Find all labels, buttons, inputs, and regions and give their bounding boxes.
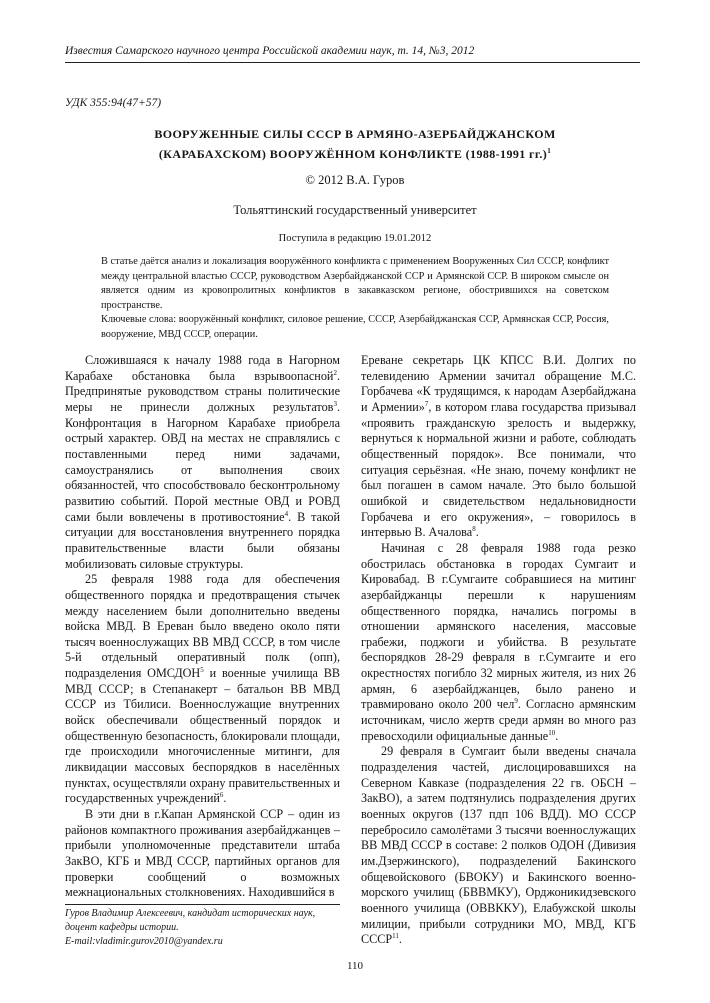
paragraph-text: . <box>475 525 479 540</box>
footnote-ref: 10 <box>548 728 556 737</box>
author-email: E-mail:vladimir.gurov2010@yandex.ru <box>65 935 223 947</box>
journal-header: Известия Самарского научного центра Российской академии наук, т. 14, №3, 2012 <box>65 45 640 63</box>
paragraph: В эти дни в г.Капан Армянской ССР – один из районов компактного проживания азербайджанцев – прибыли уполномоченные представители штаба ЗакВО, КГБ и МВД СССР, партийных органов для проверки сообщений о возможных межнациональных столкновениях. Находившийся в <box>65 807 340 900</box>
paragraph-text: , в котором глава государства призывал «проявить гражданскую зрелость и выдержку, вернуться к нормальной жизни и работе, соблюдать общественный порядок». Все понимали, что ситуация серьёзная. «Не знаю, почему конфликт не был погашен в самом начале. Это было большой ошибкой и свидетельством недальновидности Горбачева и его окружения», – говорилось в интервью В. Ачалова <box>361 399 637 540</box>
footnote-ref: 2 <box>333 368 337 377</box>
keywords: Ключевые слова: вооружённый конфликт, силовое решение, СССР, Азербайджанская ССР, Армянская ССР, Россия, вооружение, МВД СССР, операции. <box>101 314 609 340</box>
paragraph-text: . Конфронтация в Нагорном Карабахе приобрела острый характер. ОВД на местах не справлялись с поставленными перед ними задачами, самоустранялись от выполнения своих обязанностей, что способствовало бесконтрольному развитию событий. Порой местные ОВД и РОВД сами были вовлечены в противостояние <box>65 399 340 524</box>
paragraph <box>65 353 340 572</box>
footnote-ref: 5 <box>200 666 204 675</box>
paragraph-text: Начиная с 28 февраля 1988 года резко обострилась обстановка в городах Сумгаит и Кировабад. В г.Сумгаите собравшиеся на митинг азербайджанцы перешли к нарушениям общественного порядка, начались погромы в отношении армянского населения, массовые грабежи, поджоги и убийства. В результате беспорядков 28-29 февраля в г.Сумгаите и его окрестностях погибло 32 мирных жителя, из них 26 армян, 6 азербайджанцев, было ранено и травмировано около 200 чел <box>361 540 636 712</box>
author-info: Гуров Владимир Алексеевич, кандидат исторических наук, доцент кафедры истории. <box>65 908 316 933</box>
paragraph-text: . Согласно армянским источникам, число жертв среди армян во много раз превосходили официальные данные <box>361 697 636 743</box>
udk-code: УДК 355:94(47+57) <box>65 97 162 109</box>
paragraph <box>361 353 636 541</box>
footnote-ref: 11 <box>392 932 399 941</box>
footnote-ref: 4 <box>284 509 289 518</box>
author-footnote <box>65 904 340 948</box>
footnote-ref: 9 <box>514 697 518 706</box>
footnote-ref: 6 <box>219 791 224 800</box>
paragraph <box>361 541 636 745</box>
paragraph-text: . <box>398 932 402 947</box>
article-title <box>80 126 630 163</box>
title-line-1: ВООРУЖЕННЫЕ СИЛЫ СССР В АРМЯНО-АЗЕРБАЙДЖАНСКОМ <box>154 127 556 141</box>
paragraph-text: Ереване секретарь ЦК КПСС В.И. Долгих по телевидению Армении зачитал обращение М.С. Горбачева «К трудящимся, к народам Азербайджана и Армении» <box>361 353 636 414</box>
received-date: Поступила в редакцию 19.01.2012 <box>278 233 432 244</box>
title-line-2-text: (КАРАБАХСКОМ) ВООРУЖЁННОМ КОНФЛИКТЕ (1988-1991 гг.) <box>158 147 548 161</box>
author: © 2012 В.А. Гуров <box>305 173 405 187</box>
right-column <box>361 353 637 947</box>
paragraph-text: 29 февраля в Сумгаит были введены сначала подразделения частей, дислоцировавшихся на Северном Кавказе (подразделения 22 гв. ОБСН – ЗакВО), а затем подтянулись подразделения других военных округов (137 пдп 106 ВДД). МО СССР перебросило самолётами 3 тысячи военнослужащих ВВ МВД СССР в составе: 2 полков ОДОН (Дивизия им.Дзержинского), подразделений Бакинского общевойскового (БВОКУ) и Бакинского военно-морского училищ (БВВМКУ), Орджоникидзевского военного училища (ОВВККУ), Елабужской школы милиции, прибыли сотрудники МО, МВД, КГБ СССР <box>361 744 636 947</box>
paragraph <box>361 744 636 948</box>
paragraph-text: . Предпринятые руководством страны политические меры не принесли должных результатов <box>65 368 340 414</box>
title-line-2 <box>80 143 630 163</box>
affiliation: Тольяттинский государственный университет <box>233 203 477 217</box>
paragraph-text: . <box>555 728 559 743</box>
abstract <box>101 255 609 343</box>
footnote-ref: 7 <box>424 399 429 408</box>
paragraph-text: и военные училища ВВ МВД СССР; в Степанакерт – батальон ВВ МВД СССР из Тбилиси. Военнослужащие внутренних войск обеспечивали общественный порядок и общественную безопасность, блокировали площади, где происходили многочисленные митинги, для ликвидации массовых беспорядков в населённых пунктах, осуществляли охрану правительственных и государственных учреждений <box>65 666 340 806</box>
paragraph-text: . В такой ситуации для восстановления внутреннего порядка правительственные власти были обязаны мобилизовать силовые структуры. <box>65 509 340 571</box>
left-column <box>65 353 340 901</box>
title-footnote-mark: 1 <box>547 147 552 155</box>
footnote-ref: 3 <box>333 399 337 408</box>
page-number: 110 <box>346 960 364 972</box>
paragraph-text: . <box>223 791 227 806</box>
abstract-text: В статье даётся анализ и локализация вооружённого конфликта с применением Вооруженных Сил СССР, конфликт между центральной властью СССР, руководством Азербайджанской ССР и Армянской ССР. В широком смысле он является одним из кровопролитных конфликтов в закавказском регионе, обострившихся на советском пространстве. <box>101 256 609 311</box>
paragraph-text: Сложившаяся к началу 1988 года в Нагорном Карабахе обстановка была взрывоопасной <box>65 353 340 383</box>
paragraph-text: 25 февраля 1988 года для обеспечения общественного порядка и предотвращения стычек между населением были дополнительно введены войска МВД. В Ереван было введено около пяти тысяч военнослужащих ВВ МВД СССР, в том числе 5-й отдельный оперативный полк (опп), подразделения ОМСДОН <box>65 572 340 681</box>
paragraph <box>65 572 340 807</box>
footnote-ref: 8 <box>472 525 476 534</box>
